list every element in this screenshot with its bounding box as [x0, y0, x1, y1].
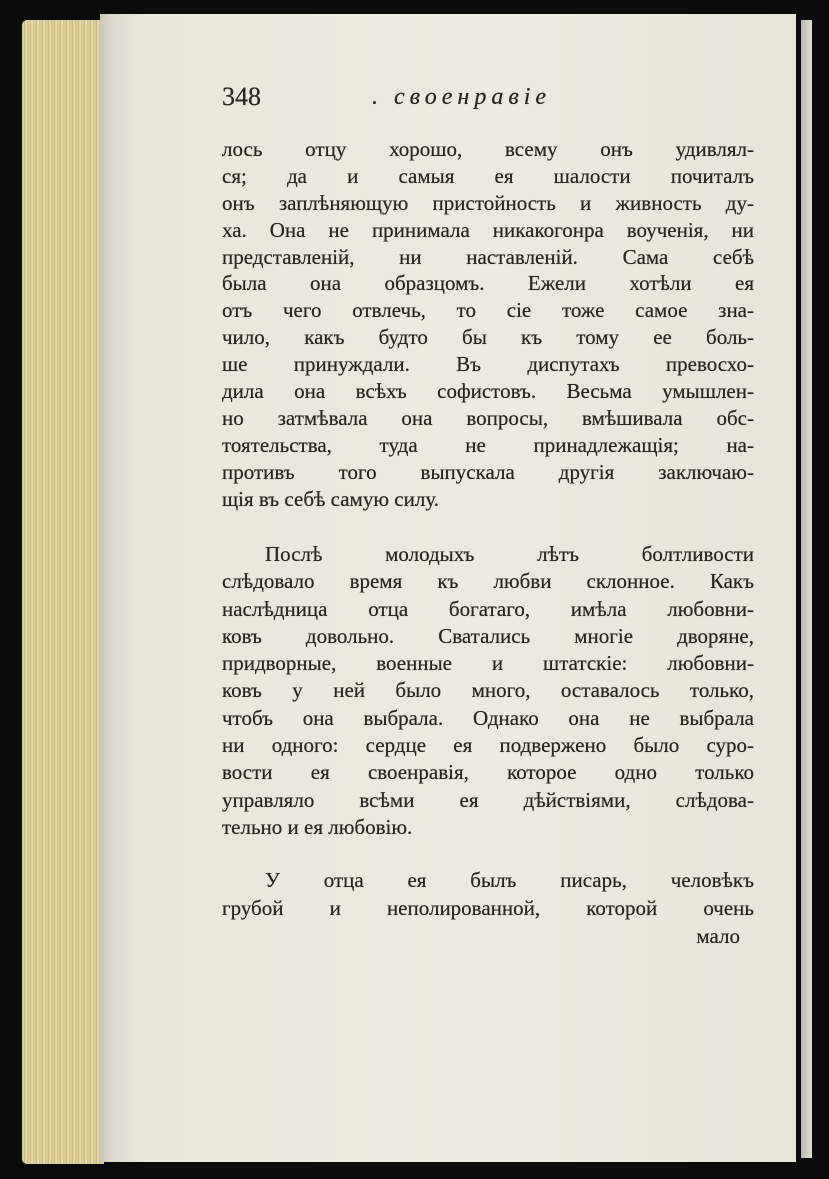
running-title: . своенравіе	[372, 84, 552, 110]
page-header	[222, 80, 754, 114]
catchword: мало	[696, 924, 740, 948]
text-line: придворные, военные и штатскіе: любовни-	[222, 651, 754, 676]
text-line: вости ея своенравія, которое одно только	[222, 760, 754, 785]
text-line: представленій, ни наставленій. Сама себѣ	[222, 244, 754, 269]
text-line: щія въ себѣ самую силу.	[222, 486, 439, 511]
text-line: управляло всѣми ея дѣйствіями, слѣдова-	[222, 787, 754, 812]
text-line: тельно и ея любовію.	[222, 814, 413, 839]
text-line: была она образцомъ. Ежели хотѣли ея	[222, 271, 754, 296]
text-line: ше принуждали. Въ диспутахъ превосхо-	[222, 352, 754, 377]
text-line: ковъ довольно. Сватались многіе дворяне,	[222, 623, 754, 648]
next-page-edge	[801, 20, 812, 1158]
text-line: отъ чего отвлечь, то сіе тоже самое зна-	[222, 298, 754, 323]
text-line: Послѣ молодыхъ лѣтъ болтливости	[265, 542, 754, 566]
paragraph-2	[222, 541, 754, 841]
text-line: ковъ у ней было много, оставалось только,	[222, 678, 754, 703]
paragraph-3	[222, 866, 754, 950]
page-number: 348	[222, 82, 261, 111]
text-line: дила она всѣхъ софистовъ. Весьма умышлен-	[222, 379, 754, 404]
text-line: онъ заплѣняющую пристойность и живность ду-	[222, 190, 754, 215]
text-line: чило, какъ будто бы къ тому ее боль-	[222, 325, 754, 350]
text-line: ся; да и самыя ея шалости почиталъ	[222, 163, 754, 188]
text-line: грубой и неполированной, которой очень	[222, 896, 754, 920]
text-line: тоятельства, туда не принадлежащія; на-	[222, 432, 754, 457]
text-line: противъ того выпускала другія заключаю-	[222, 459, 754, 484]
text-line: чтобъ она выбрала. Однако она не выбрала	[222, 705, 754, 730]
text-line: ха. Она не принимала никакогонра воученія, ни	[222, 217, 754, 242]
paragraph-1	[222, 136, 754, 512]
text-line: наслѣдница отца богатаго, имѣла любовни-	[222, 596, 754, 621]
text-line: слѣдовало время къ любви склонное. Какъ	[222, 569, 754, 594]
page-edges	[22, 20, 104, 1164]
text-line: У отца ея былъ писарь, человѣкъ	[265, 868, 754, 892]
text-line: лось отцу хорошо, всему онъ удивлял-	[222, 137, 754, 161]
text-line: ни одного: сердце ея подвержено было суро-	[222, 733, 754, 758]
text-line: но затмѣвала она вопросы, вмѣшивала обс-	[222, 405, 754, 430]
